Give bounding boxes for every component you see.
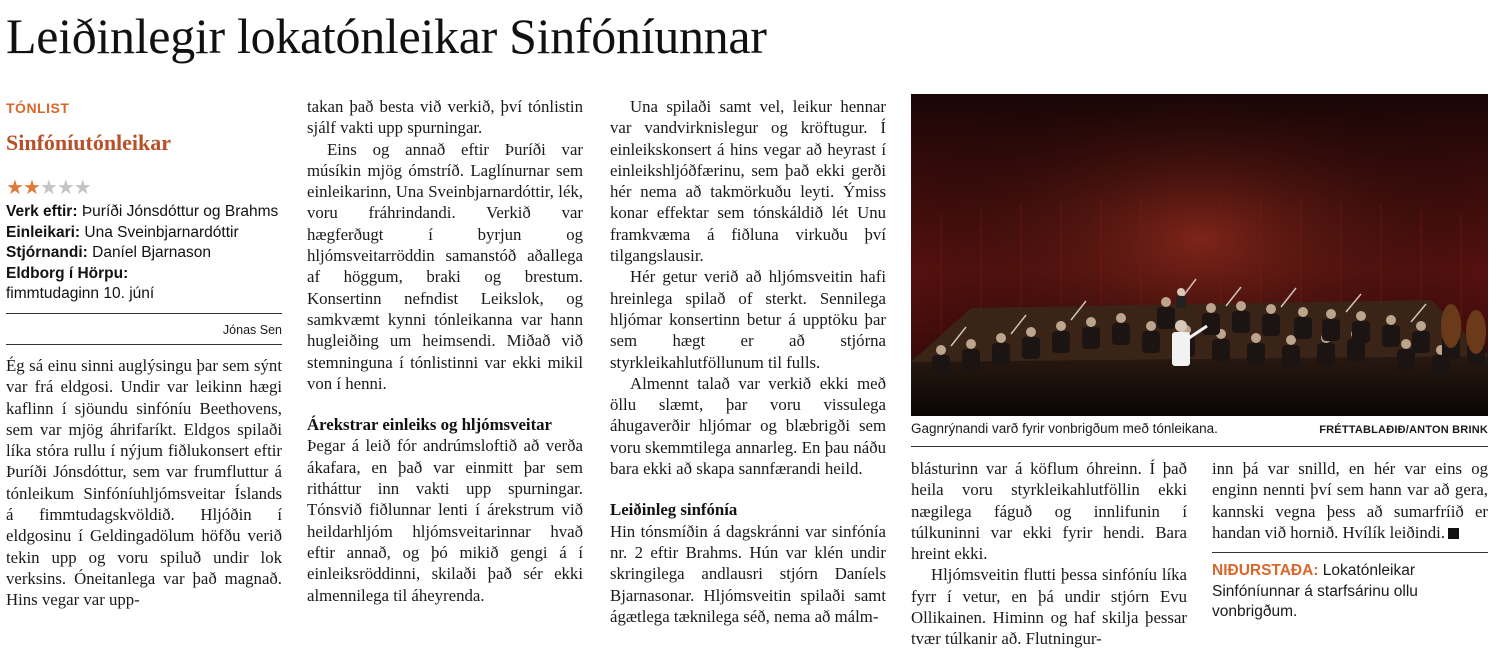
star-empty-icon: ★ bbox=[56, 177, 74, 199]
caption-text: Gagnrýnandi varð fyrir vonbrigðum með tónleikana. bbox=[911, 421, 1218, 436]
article-paragraph: takan það besta við verkið, því tónlistin sjálf vakti upp spurningar. bbox=[307, 97, 583, 138]
detail-conductor: Stjórnandi: Daníel Bjarnason bbox=[6, 244, 212, 262]
photo-caption bbox=[911, 420, 1488, 438]
article-paragraph: Ég sá einu sinni auglýsingu þar sem sýnt var frá eldgosi. Undir var leikinn hægi kaflinn í sjöundu sinfóníu Beethovens, sem var mjög áhrifaríkt. Eldgos spilaði líka stóra rullu í nýjum fiðlukonsert eftir Þuríði Jónsdóttur, sem var frumfluttur á tónleikum Sinfóníuhljómsveitar Íslands á fimmtudagskvöldið. Hljóðin í eldgosinu í Geldingadölum höfðu verið tekin upp og voru spiluð undir lok verksins. Óneitanlega var það magnað. Hins vegar var upp- bbox=[6, 355, 282, 610]
review-title: Sinfóníutónleikar bbox=[6, 130, 172, 155]
review-details bbox=[6, 202, 282, 305]
divider bbox=[1212, 552, 1488, 553]
detail-works: Verk eftir: Þuríði Jónsdóttur og Brahms bbox=[6, 203, 279, 220]
column-4 bbox=[911, 458, 1187, 650]
article-paragraph: Hér getur verið að hljómsveitin hafi hreinlega spilað of sterkt. Sennilega hljómar konsertinn betur á upptöku þar sem hægt er að stjórna styrkleikahlutföllunum til fulls. bbox=[610, 267, 886, 372]
star-empty-icon: ★ bbox=[73, 177, 91, 199]
article-paragraph: Hljómsveitin flutti þessa sinfóníu líka fyrr í vetur, en þá undir stjórn Evu Ollikainen. Himinn og haf skilja þessar tvær túlkanir að. Flutningur- bbox=[911, 565, 1187, 649]
article-paragraph: blásturinn var á köflum óhreinn. Í það heila voru styrkleikahlutföllin ekki nægilega fáguð og innlifunin í túlkuninni var ekki fyrir hendi. Bara hreint ekki. bbox=[911, 459, 1187, 564]
summary-label: NIÐURSTAÐA: bbox=[1212, 562, 1319, 580]
article-paragraph: Una spilaði samt vel, leikur hennar var vandvirknislegur og kröftugur. Í einleikskonsert á hins vegar að heyrast í einleikshljóðfærinu, sem það ekki gerði hér nema að takmörkuðu leyti. Ýmiss konar effektar sem tónskáldið lét Unu framkvæma á fiðluna virkuðu því tilgangslausir. bbox=[610, 97, 886, 266]
summary-text: Lokatónleikar Sinfóníunnar á starfsárinu ollu vonbrigðum. bbox=[1212, 562, 1418, 621]
detail-soloist: Einleikari: Una Sveinbjarnardóttir bbox=[6, 223, 239, 241]
divider bbox=[911, 446, 1488, 447]
detail-venue: Eldborg í Hörpu: fimmtudaginn 10. júní bbox=[6, 264, 155, 303]
section-kicker: TÓNLIST bbox=[6, 100, 70, 116]
star-filled-icon: ★ bbox=[6, 177, 23, 199]
subheading: Leiðinleg sinfónía bbox=[610, 500, 738, 520]
photo-credit: FRÉTTABLAÐIÐ/ANTON BRINK bbox=[1319, 424, 1488, 436]
article-paragraph: Þegar á leið fór andrúmsloftið að verða ákafara, en það var einmitt þar sem ritháttur inn vakti upp spurningar. Tónsvið fiðlunnar lenti í árekstrum við heildarhljóm hljómsveitarinnar hvað eftir annað, og þó mikið gengi á í einleiksröddinni, skilaði það sér ekki almennilega til áheyrenda. bbox=[307, 436, 583, 605]
subheading: Árekstrar einleiks og hljómsveitar bbox=[307, 415, 553, 435]
column-1 bbox=[6, 96, 282, 611]
star-rating bbox=[6, 176, 282, 200]
summary bbox=[1212, 561, 1488, 623]
article-paragraph: Hin tónsmíðin á dagskránni var sinfónía nr. 2 eftir Brahms. Hún var klén undir skringilega andlausri stjórn Daníels Bjarnasonar. Hljómsveitin spilaði samt ágætlega tæknilega séð, nema að málm- bbox=[610, 521, 886, 626]
concert-photo bbox=[911, 94, 1488, 416]
column-3 bbox=[610, 96, 886, 627]
headline: Leiðinlegir lokatónleikar Sinfóníunnar bbox=[6, 8, 767, 64]
byline: Jónas Sen bbox=[222, 322, 282, 337]
divider bbox=[6, 313, 282, 314]
column-5 bbox=[1212, 458, 1488, 623]
end-mark-icon bbox=[1448, 528, 1459, 539]
star-filled-icon: ★ bbox=[22, 177, 40, 199]
star-empty-icon: ★ bbox=[39, 177, 57, 199]
article-paragraph: inn þá var snilld, en hér var eins og enginn nennti því sem hann var að gera, kannski vegna þess að sumarfríið er handan við hornið. Hvílík leiðindi. bbox=[1212, 459, 1488, 542]
article-paragraph: Eins og annað eftir Þuríði var músíkin mjög ómstríð. Laglínurnar sem einleikarinn, Una Sveinbjarnardóttir, lék, voru fráhrindandi. Verkið var hægferðugt í byrjun og hljómsveitarröddin samanstóð aðallega af höggum, braki og brestum. Konsertinn nefndist Leikslok, og samkvæmt kynni tónleikanna var hann hugleiðing um heimsendi. Miðað við stemninguna í tónlistinni var ekki mikil von í henni. bbox=[307, 139, 583, 393]
column-2 bbox=[307, 96, 583, 606]
article-paragraph: Almennt talað var verkið ekki með öllu slæmt, þar voru vissulega áhugaverðir hljómar og blæbrigði sem voru skemmtilega annarleg. En þau náðu bara ekki að skapa sannfærandi heild. bbox=[610, 373, 886, 479]
divider bbox=[6, 344, 282, 345]
